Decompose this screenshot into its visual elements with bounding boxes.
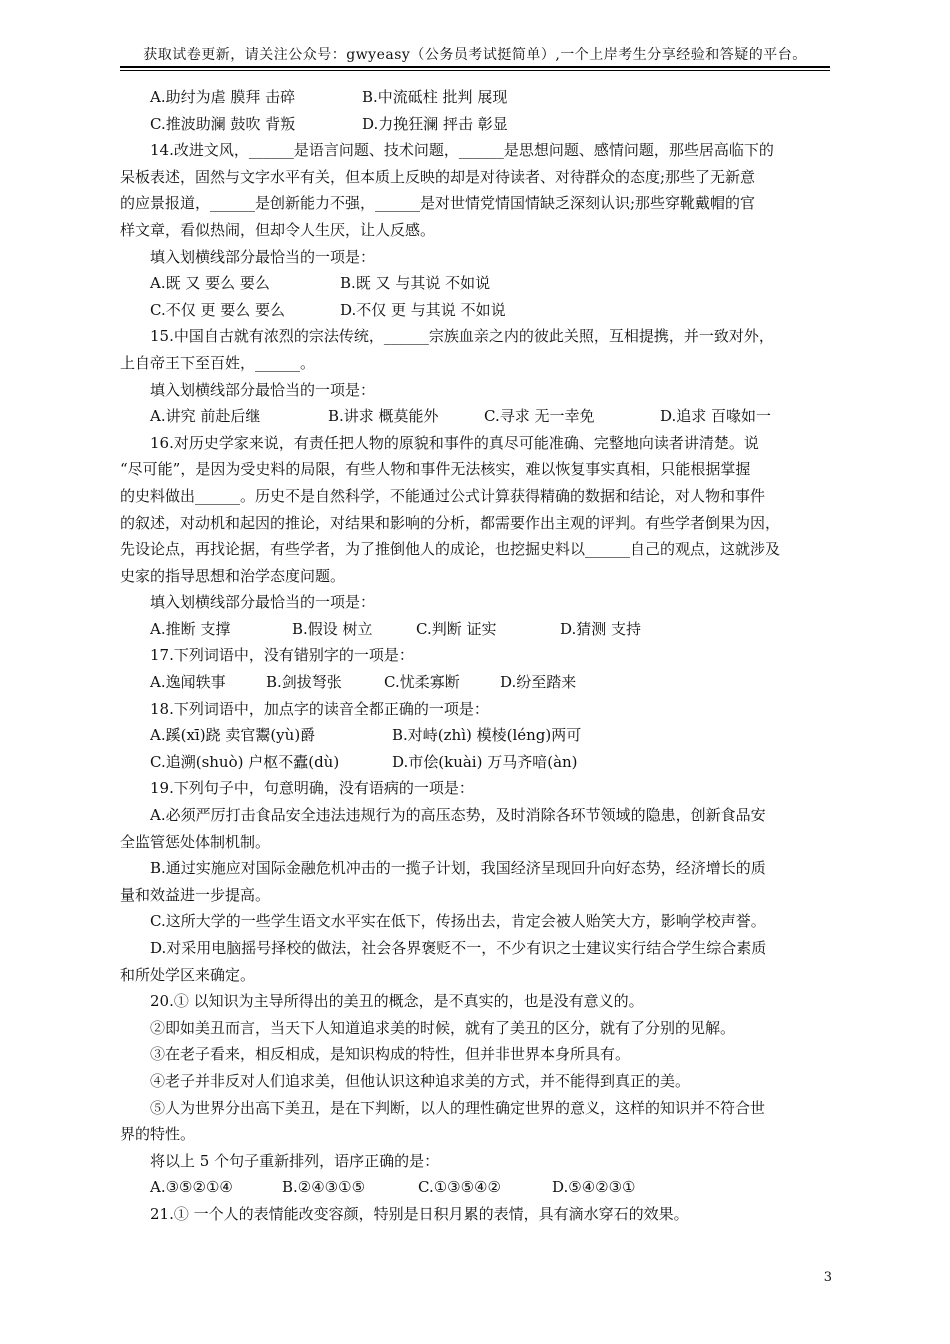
question-16-text: 史家的指导思想和治学态度问题。 [120, 566, 346, 585]
sentence-3: ③在老子看来，相反相成，是知识构成的特性，但并非世界本身所具有。 [150, 1045, 631, 1064]
option-b: B.讲求 概莫能外 [328, 407, 439, 426]
question-16-text: 先设论点，再找论据，有些学者，为了推倒他人的成论，也挖掘史料以______自己的观点，这就涉及 [120, 540, 781, 559]
option-a: A.推断 支撑 [150, 619, 231, 638]
question-14-text: 14.改进文风，______是语言问题、技术问题，______是思想问题、感情问题，那些居高临下的 [150, 141, 774, 160]
question-prompt: 填入划横线部分最恰当的一项是： [150, 247, 376, 266]
option-row [120, 1174, 832, 1201]
option-c: C.①③⑤④② [418, 1178, 501, 1197]
option-row [120, 616, 832, 643]
question-15-text: 15.中国自古就有浓烈的宗法传统，______宗族血亲之内的彼此关照，互相提携，并一致对外， [150, 327, 774, 346]
option-d: D.不仅 更 与其说 不如说 [340, 300, 506, 319]
option-row [120, 111, 832, 138]
option-row [120, 722, 832, 749]
option-c-text: C.这所大学的一些学生语文水平实在低下，传扬出去，肯定会被人贻笑大方，影响学校声誉。 [150, 912, 766, 931]
option-b-text: 量和效益进一步提高。 [120, 885, 271, 904]
option-b: B.剑拔弩张 [266, 673, 342, 692]
question-18-text: 18.下列词语中，加点字的读音全都正确的一项是： [150, 699, 489, 718]
option-b: B.假设 树立 [292, 619, 373, 638]
option-row [120, 749, 832, 776]
question-20-text: 20.① 以知识为主导所得出的美丑的概念，是不真实的，也是没有意义的。 [150, 992, 644, 1011]
question-16-text: 的叙述，对动机和起因的推论，对结果和影响的分析，都需要作出主观的评判。有些学者倒果为因， [120, 513, 781, 532]
option-row [120, 270, 832, 297]
option-d-text: D.对采用电脑摇号择校的做法，社会各界褒贬不一，不少有识之士建议实行结合学生综合素质 [150, 939, 767, 957]
option-row [120, 84, 832, 111]
option-c: C.推波助澜 鼓吹 背叛 [150, 114, 296, 133]
question-16-text: 的史料做出______。历史不是自然科学，不能通过公式计算获得精确的数据和结论，对人物和事件 [120, 486, 766, 505]
exam-content [120, 84, 832, 1228]
sentence-5: ⑤人为世界分出高下美丑，是在下判断，以人的理性确定世界的意义，这样的知识并不符合世 [150, 1098, 766, 1117]
question-prompt: 将以上 5 个句子重新排列，语序正确的是： [150, 1151, 440, 1170]
question-14-text: 的应景报道，______是创新能力不强，______是对世情党情国情缺乏深刻认识;那些穿靴戴帽的官 [120, 194, 756, 213]
question-14-text: 样文章，看似热闹，但却令人生厌，让人反感。 [120, 220, 436, 239]
option-c: C.忧柔寡断 [384, 673, 460, 692]
question-21-text: 21.① 一个人的表情能改变容颜，特别是日积月累的表情，具有滴水穿石的效果。 [150, 1204, 689, 1223]
option-b: B.对峙(zhì) 模棱(léng)两可 [392, 726, 582, 745]
question-19-text: 19.下列句子中，句意明确，没有语病的一项是： [150, 779, 474, 798]
option-a: A.③⑤②①④ [150, 1178, 233, 1197]
option-c: C.判断 证实 [416, 619, 497, 638]
option-d: D.纷至踏来 [500, 673, 577, 692]
option-d: D.力挽狂澜 抨击 彰显 [362, 114, 508, 133]
option-b: B.中流砥柱 批判 展现 [362, 88, 508, 106]
question-prompt: 填入划横线部分最恰当的一项是： [150, 380, 376, 399]
question-16-text: “尽可能”，是因为受史料的局限，有些人物和事件无法核实，难以恢复事实真相，只能根据掌握 [120, 460, 751, 479]
question-15-text: 上自帝王下至百姓，______。 [120, 353, 316, 372]
sentence-2: ②即如美丑而言，当天下人知道追求美的时候，就有了美丑的区分，就有了分别的见解。 [150, 1018, 736, 1037]
page-number: 3 [823, 1270, 832, 1285]
option-a: A.逸闻轶事 [150, 673, 226, 692]
option-a: A.讲究 前赴后继 [150, 407, 261, 426]
option-row [120, 297, 832, 324]
option-a: A.助纣为虐 膜拜 击碎 [150, 88, 296, 106]
option-row [120, 669, 832, 696]
page-header: 获取试卷更新，请关注公众号：gwyeasy（公务员考试挺简单）,一个上岸考生分享经验和答疑的平台。 [143, 47, 807, 63]
option-d-text: 和所处学区来确定。 [120, 965, 256, 984]
question-14-text: 呆板表述，固然与文字水平有关，但本质上反映的却是对待读者、对待群众的态度;那些了无新意 [120, 167, 756, 186]
option-row [120, 403, 832, 430]
question-17-text: 17.下列词语中，没有错别字的一项是： [150, 646, 414, 665]
option-a-text: A.必须严厉打击食品安全违法违规行为的高压态势，及时消除各环节领域的隐患，创新食品安 [150, 806, 766, 825]
question-16-text: 16.对历史学家来说，有责任把人物的原貌和事件的真尽可能准确、完整地向读者讲清楚。说 [150, 433, 759, 452]
option-c: C.追溯(shuò) 户枢不蠹(dù) [150, 752, 340, 771]
option-c: C.寻求 无一幸免 [484, 407, 595, 426]
question-prompt: 填入划横线部分最恰当的一项是： [150, 593, 376, 612]
header-rule-thick [120, 66, 830, 68]
option-a: A.蹊(xī)跷 卖官鬻(yù)爵 [150, 726, 316, 745]
option-c: C.不仅 更 要么 要么 [150, 300, 286, 319]
option-a-text: 全监管惩处体制机制。 [120, 832, 271, 851]
option-d: D.猜测 支持 [560, 619, 642, 638]
sentence-5: 界的特性。 [120, 1125, 196, 1144]
option-d: D.⑤④②③① [552, 1178, 636, 1197]
option-d: D.市侩(kuài) 万马齐喑(àn) [392, 752, 578, 771]
option-b: B.②④③①⑤ [282, 1178, 366, 1197]
option-a: A.既 又 要么 要么 [150, 274, 270, 293]
header-rule-thin [120, 70, 830, 71]
option-b-text: B.通过实施应对国际金融危机冲击的一揽子计划，我国经济呈现回升向好态势，经济增长的质 [150, 859, 766, 878]
option-b: B.既 又 与其说 不如说 [340, 274, 491, 293]
option-d: D.追求 百喙如一 [660, 407, 772, 426]
sentence-4: ④老子并非反对人们追求美，但他认识这种追求美的方式，并不能得到真正的美。 [150, 1071, 691, 1090]
